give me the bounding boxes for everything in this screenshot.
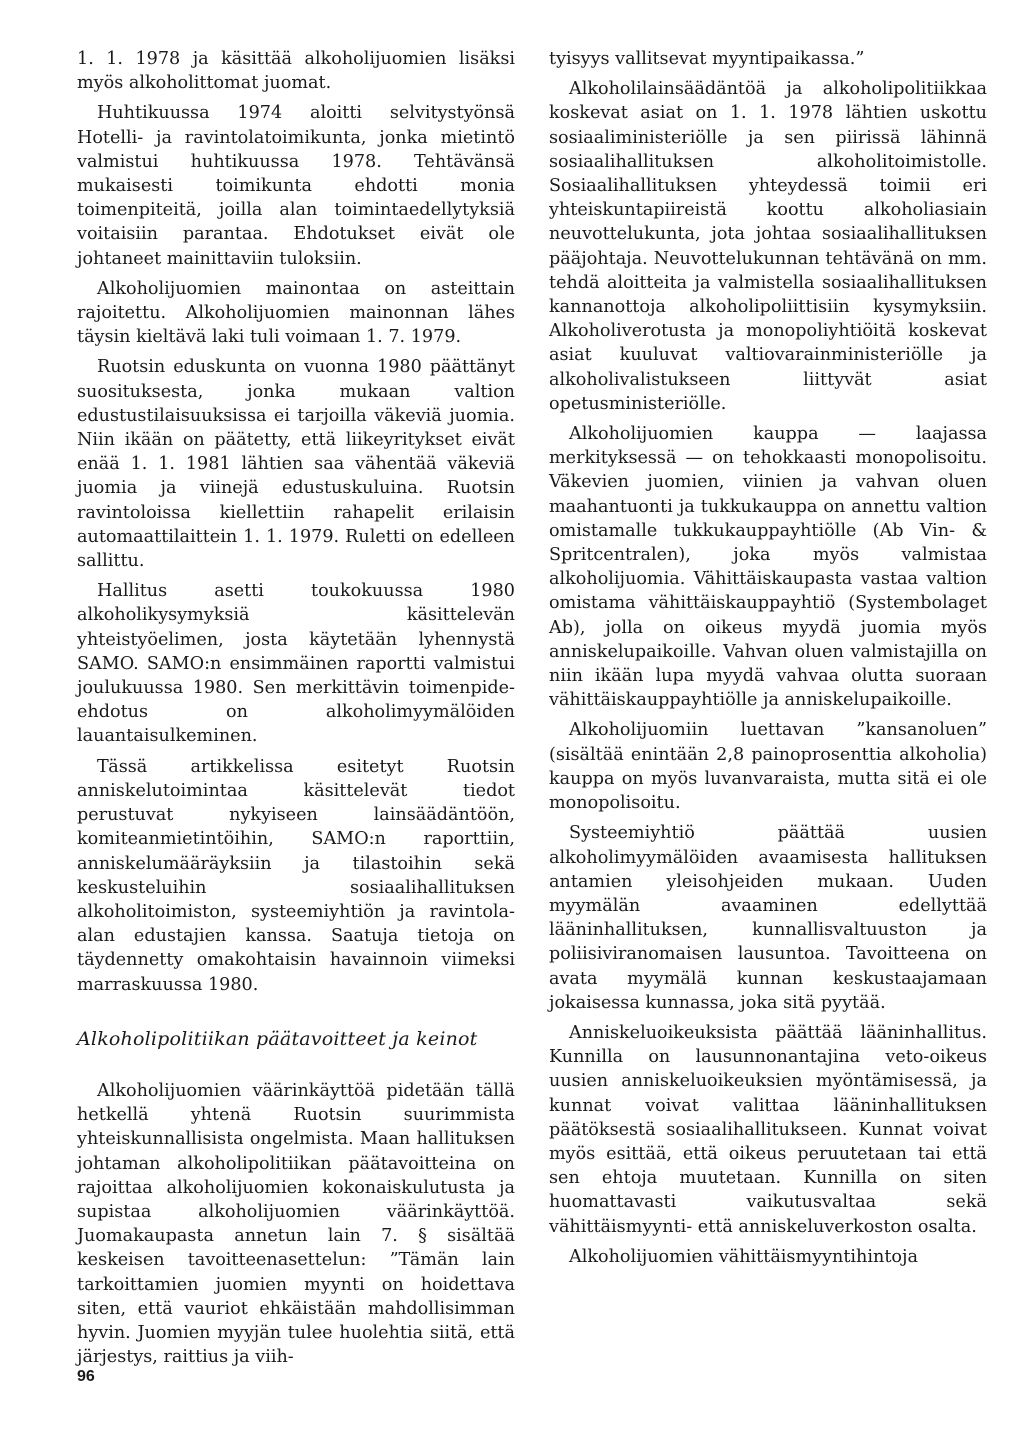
paragraph: Systeemiyhtiö päättää uusien alkoholimyymälöiden avaamisesta hallituksen antamien yleisohjeiden mukaan. Uuden myymälän avaaminen edellyttää lääninhallituksen, kunnallisvaltuuston ja poliisiviranomaisen lausuntoa. Tavoitteena on avata myymälä kunnan keskustaajamaan jokaisessa kunnassa, joka sitä pyytää.: [549, 823, 987, 1013]
paragraph: Hallitus asetti toukokuussa 1980 alkoholikysymyksiä käsittelevän yhteistyöelimen, josta käytetään lyhennystä SAMO. SAMO:n ensimmäinen raportti valmistui joulukuussa 1980. Sen merkittävin toimenpide-ehdotus on alkoholimyymälöiden lauantaisulkeminen.: [77, 581, 515, 747]
paragraph: Huhtikuussa 1974 aloitti selvitystyönsä Hotelli- ja ravintolatoimikunta, jonka mietintö valmistui huhtikuussa 1978. Tehtävänsä mukaisesti toimikunta ehdotti monia toimenpiteitä, joilla alan toimintaedellytyksiä voitaisiin parantaa. Ehdotukset eivät ole johtaneet mainittaviin tuloksiin.: [77, 103, 515, 269]
paragraph: Alkoholijuomiin luettavan ”kansanoluen” (sisältää enintään 2,8 painoprosenttia alkoholia) kauppa on myös luvanvaraista, mutta sitä ei ole monopolisoitu.: [549, 720, 987, 814]
paragraph: Tässä artikkelissa esitetyt Ruotsin anniskelutoimintaa käsittelevät tiedot perustuvat nykyiseen lainsäädäntöön, komiteanmietintöihin, SAMO:n raporttiin, anniskelumääräyksiin ja tilastoihin sekä keskusteluihin sosiaalihallituksen alkoholitoimiston, systeemiyhtiön ja ravintola-alan edustajien kanssa. Saatuja tietoja on täydennetty omakohtaisin havainnoin viimeksi marraskuussa 1980.: [77, 756, 515, 995]
paragraph: Alkoholijuomien mainontaa on asteittain rajoitettu. Alkoholijuomien mainonnan lähes täysin kieltävä laki tuli voimaan 1. 7. 1979.: [77, 278, 515, 348]
paragraph: Alkoholilainsäädäntöä ja alkoholipolitiikkaa koskevat asiat on 1. 1. 1978 lähtien uskottu sosiaaliministeriölle ja sen piirissä lähinnä sosiaalihallituksen alkoholitoimistolle. Sosiaalihallituksen yhteydessä toimii eri yhteiskuntapiireistä koottu alkoholiasiain neuvottelukunta, jota johtaa sosiaalihallituksen pääjohtaja. Neuvottelukunnan tehtävänä on mm. tehdä aloitteita ja valmistella sosiaalihallituksen kannanottoja alkoholipoliittisiin kysymyksiin. Alkoholiverotusta ja monopoliyhtiöitä koskevat asiat kuuluvat valtiovarainministeriölle ja alkoholivalistukseen liittyvät asiat opetusministeriölle.: [549, 79, 987, 414]
right-column: [549, 47, 987, 1269]
section-heading: Alkoholipolitiikan päätavoitteet ja keinot: [77, 1027, 478, 1050]
left-column: [77, 47, 515, 1369]
paragraph: Alkoholijuomien vähittäismyyntihintoja: [569, 1246, 918, 1267]
paragraph: Alkoholijuomien kauppa — laajassa merkityksessä — on tehokkaasti monopolisoitu. Väkevien juomien, viinien ja vahvan oluen maahantuonti ja tukkukauppa on annettu valtion omistamalle tukkukauppayhtiölle (Ab Vin- & Spritcentralen), joka myös valmistaa alkoholijuomia. Vähittäiskaupasta vastaa valtion omistama vähittäiskauppayhtiö (Systembolaget Ab), jolla on oikeus myydä juomia myös anniskelupaikoille. Vahvan oluen valmistajilla on niin ikään lupa myydä vahvaa olutta suoraan vähittäiskauppayhtiölle ja anniskelupaikoille.: [549, 424, 987, 711]
paragraph: Anniskeluoikeuksista päättää lääninhallitus. Kunnilla on lausunnonantajina veto-oikeus uusien anniskeluoikeuksien myöntämisessä, ja kunnat voivat valittaa lääninhallituksen päätöksestä sosiaalihallitukseen. Kunnat voivat myös esittää, että oikeus peruutetaan tai että sen ehtoja muutetaan. Kunnilla on siten huomattavasti vaikutusvaltaa sekä vähittäismyynti- että anniskeluverkoston osalta.: [549, 1022, 987, 1237]
page-number: 96: [77, 1368, 95, 1385]
paragraph: tyisyys vallitsevat myyntipaikassa.”: [549, 49, 865, 69]
paragraph: Ruotsin eduskunta on vuonna 1980 päättänyt suosituksesta, jonka mukaan valtion edustustilaisuuksissa ei tarjoilla väkeviä juomia. Niin ikään on päätetty, että liikeyritykset eivät enää 1. 1. 1981 lähtien saa vähentää väkeviä juomia ja viinejä edustuskuluina. Ruotsin ravintoloissa kiellettiin rahapelit erilaisin automaattilaittein 1. 1. 1979. Ruletti on edelleen sallittu.: [77, 357, 515, 572]
paragraph: Alkoholijuomien väärinkäyttöä pidetään tällä hetkellä yhtenä Ruotsin suurimmista yhteiskunnallisista ongelmista. Maan hallituksen johtaman alkoholipolitiikan päätavoitteina on rajoittaa alkoholijuomien kokonaiskulutusta ja supistaa alkoholijuomien väärinkäyttöä. Juomakaupasta annetun lain 7. § sisältää keskeisen tavoitteenasettelun: ”Tämän lain tarkoittamien juomien myynti on hoidettava siten, että vauriot ehkäistään mahdollisimman hyvin. Juomien myyjän tulee huolehtia siitä, että järjestys, raittius ja viih-: [77, 1080, 515, 1368]
paragraph: 1. 1. 1978 ja käsittää alkoholijuomien lisäksi myös alkoholittomat juomat.: [77, 49, 515, 94]
